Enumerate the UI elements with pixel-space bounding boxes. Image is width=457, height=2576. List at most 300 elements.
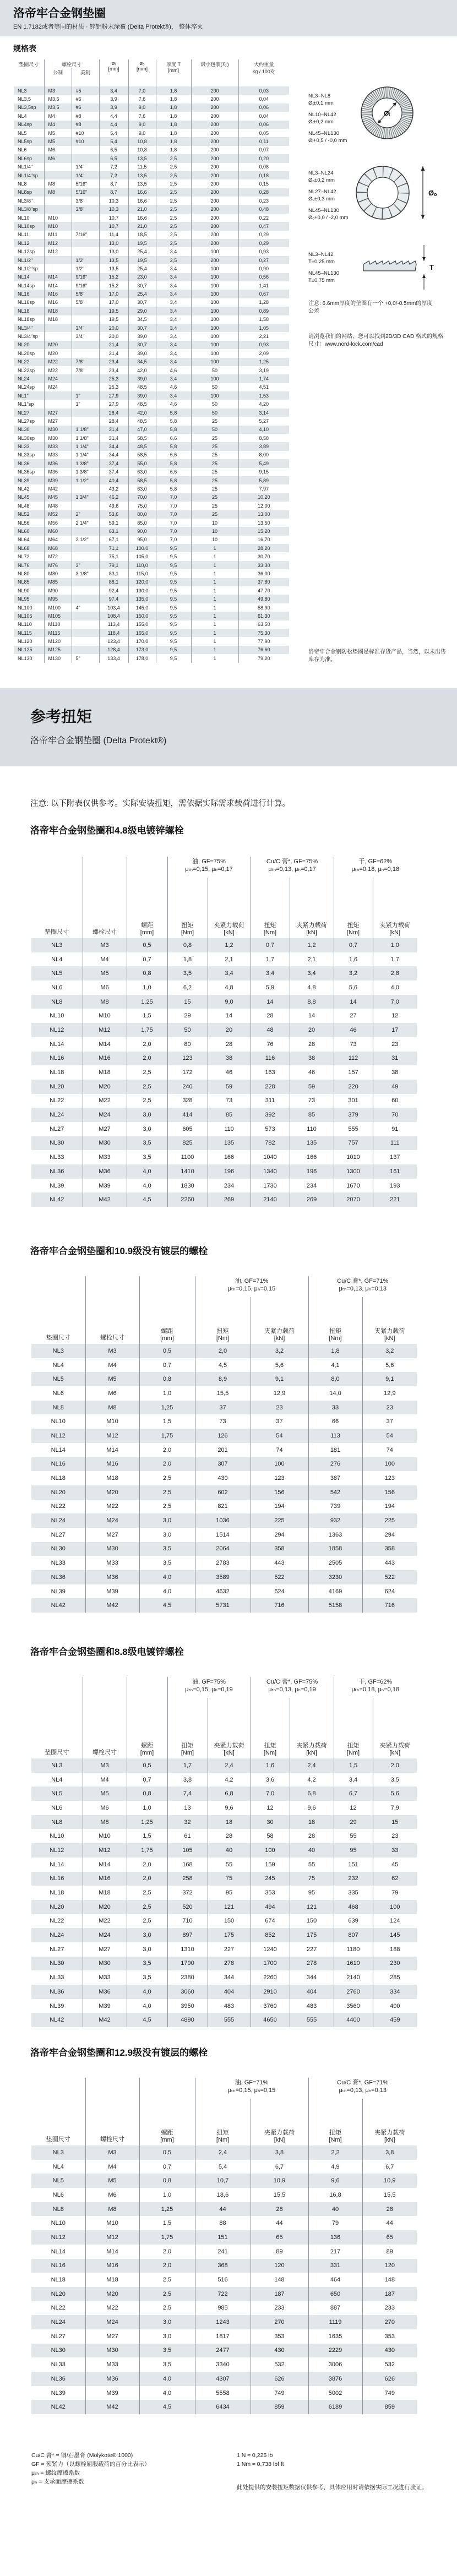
group-header-oil: 油, GF=75% μₜₕ=0,15, μₕ=0,17 — [167, 857, 251, 878]
value-cell: 3,4 — [156, 281, 191, 290]
value-cell: 71,1 — [99, 544, 128, 552]
value-cell: 48,5 — [128, 417, 156, 425]
table-row — [31, 2160, 417, 2174]
value-cell: 3,4 — [156, 290, 191, 298]
value-cell: 46,2 — [99, 493, 128, 502]
value-cell: 1,8 — [156, 112, 191, 120]
value-cell: 1 — [191, 595, 238, 603]
table-row — [14, 95, 289, 103]
value-cell: 8,0 — [308, 1372, 362, 1386]
table-row — [31, 1401, 417, 1415]
value-cell: M22 — [83, 1914, 127, 1929]
svg-text:Øₒ: Øₒ — [428, 189, 437, 197]
washer-size-cell: NL95 — [18, 596, 30, 602]
value-cell: 73 — [290, 1094, 334, 1108]
torque-table-88-title: 洛帝牢合金钢垫圈和8.8级电镀锌螺栓 — [30, 1647, 184, 1657]
value-cell: M24 — [83, 1108, 127, 1122]
washer-size-cell: NL39 — [18, 477, 30, 483]
table-row — [31, 1443, 417, 1457]
value-cell: 278 — [290, 1957, 334, 1971]
tolerance-range: NL45–NL130 — [308, 270, 339, 276]
value-cell: 3876 — [308, 2372, 362, 2386]
value-cell: 3,5 — [127, 1136, 167, 1151]
table-row — [14, 86, 289, 95]
value-cell: 5,6 — [251, 1358, 308, 1373]
value-cell: 1410 — [167, 1164, 208, 1179]
table-row — [31, 2400, 417, 2414]
value-cell — [72, 214, 99, 222]
value-cell: 225 — [362, 1513, 417, 1528]
value-cell: 859 — [362, 2400, 417, 2414]
value-cell: 7,6 — [128, 95, 156, 103]
col-header-bolt-size: 螺栓尺寸 — [83, 1698, 127, 1758]
table-row — [14, 459, 289, 467]
washer-size-cell: NL4 — [52, 2163, 64, 2170]
table-row — [14, 451, 289, 459]
value-cell: 353 — [251, 2329, 308, 2344]
value-cell: 200 — [191, 112, 238, 120]
value-cell: 3589 — [195, 1570, 251, 1584]
washer-size-cell: NL110 — [18, 622, 32, 628]
value-cell: 100 — [191, 264, 238, 273]
value-cell: 100 — [251, 1843, 290, 1858]
value-cell: 88 — [195, 2216, 251, 2230]
value-cell: 0,5 — [127, 938, 167, 952]
torque-section-banner — [0, 688, 457, 766]
value-cell: 3,89 — [238, 442, 289, 450]
value-cell: 1 1/2" — [72, 476, 99, 484]
value-cell: 47,0 — [128, 426, 156, 434]
value-cell: 1340 — [251, 1164, 290, 1179]
washer-size-cell: NL18 — [50, 1889, 64, 1897]
value-cell: 1,58 — [238, 315, 289, 324]
value-cell: 2,0 — [127, 1052, 167, 1066]
washer-size-cell: NL4 — [18, 113, 27, 119]
value-cell: 40 — [308, 2202, 362, 2216]
washer-size-cell: NL27 — [51, 1531, 66, 1538]
table-row — [14, 163, 289, 171]
value-cell: M39 — [85, 1584, 139, 1599]
washer-size-cell: NL105 — [18, 613, 32, 619]
washer-size-cell: NL4 — [51, 1776, 63, 1783]
value-cell: 4" — [72, 603, 99, 612]
value-cell: 9,5 — [156, 569, 191, 578]
value-cell: 0,7 — [139, 1358, 195, 1373]
value-cell — [44, 391, 72, 400]
value-cell: 25 — [191, 493, 238, 502]
value-cell: 3,4 — [156, 391, 191, 400]
value-cell: M5 — [83, 1787, 127, 1801]
value-cell: 100 — [191, 374, 238, 383]
col-header-torque: 扭矩 [Nm] — [167, 878, 208, 938]
value-cell: M42 — [83, 2013, 127, 2027]
value-cell: 443 — [251, 1556, 308, 1570]
value-cell: 5,89 — [238, 476, 289, 484]
value-cell: 0,08 — [238, 163, 289, 171]
value-cell: 34,5 — [128, 358, 156, 366]
table-row — [14, 561, 289, 569]
footnote-line: 1 N ≈ 0,225 lb — [237, 2452, 273, 2459]
col-header-torque: 扭矩 [Nm] — [334, 1698, 373, 1758]
value-cell: 358 — [362, 1542, 417, 1556]
value-cell: 807 — [334, 1928, 373, 1942]
washer-size-cell: NL36 — [18, 460, 30, 466]
value-cell: 136 — [308, 2230, 362, 2245]
value-cell: 230 — [373, 1957, 417, 1971]
washer-size-cell: NL3,5sp — [18, 105, 36, 111]
value-cell: 3,4 — [156, 247, 191, 255]
value-cell — [72, 646, 99, 654]
value-cell: 3,5 — [139, 1556, 195, 1570]
washer-size-cell: NL1" — [18, 393, 29, 399]
value-cell: 1 — [191, 544, 238, 552]
value-cell: 276 — [308, 1457, 362, 1472]
value-cell: 3,4 — [251, 966, 290, 981]
value-cell: 48,5 — [128, 383, 156, 391]
value-cell: 55 — [290, 1858, 334, 1872]
col-header-torque: 扭矩 [Nm] — [195, 1297, 251, 1344]
value-cell: M30 — [44, 434, 72, 442]
table-row — [14, 171, 289, 179]
table-row — [31, 1598, 417, 1613]
value-cell: 9,5 — [156, 561, 191, 569]
value-cell: M42 — [44, 484, 72, 493]
value-cell: 3,4 — [156, 374, 191, 383]
col-header-bolt-size: 螺栓尺寸 — [44, 59, 99, 68]
value-cell: 1 1/8" — [72, 434, 99, 442]
table-row — [14, 307, 289, 315]
group-header-dry: 干, GF=62% μₜₕ=0,18, μₕ=0,18 — [334, 1677, 417, 1698]
value-cell: M90 — [44, 586, 72, 595]
washer-size-cell: NL6sp — [18, 155, 32, 161]
value-cell: 1,0 — [139, 2188, 195, 2202]
value-cell: M27 — [85, 2329, 139, 2344]
washer-size-cell: NL36sp — [18, 469, 35, 475]
value-cell: 23 — [251, 1401, 308, 1415]
table-row — [31, 1815, 417, 1829]
value-cell: 5/8" — [72, 290, 99, 298]
value-cell: 0,23 — [238, 197, 289, 205]
value-cell: 1,75 — [139, 1429, 195, 1443]
table-row — [31, 1136, 417, 1151]
value-cell: 532 — [251, 2357, 308, 2372]
washer-size-cell: NL24 — [51, 2319, 66, 2326]
table-row — [31, 2188, 417, 2202]
value-cell: 17,0 — [99, 290, 128, 298]
washer-size-cell: NL1/2" — [18, 257, 33, 263]
value-cell: 13,5 — [128, 154, 156, 162]
value-cell: 0,5 — [139, 2145, 195, 2160]
value-cell: 3,9 — [99, 104, 128, 112]
value-cell: 2,21 — [238, 332, 289, 340]
value-cell: 9,1 — [362, 1372, 417, 1386]
value-cell: 335 — [334, 1886, 373, 1900]
value-cell: M10 — [83, 1829, 127, 1843]
value-cell: 18 — [208, 1815, 251, 1829]
table-row — [14, 400, 289, 408]
value-cell — [72, 595, 99, 603]
value-cell: 100 — [191, 298, 238, 307]
value-cell: 21,4 — [99, 341, 128, 349]
value-cell: 8,7 — [99, 179, 128, 188]
value-cell: 0,8 — [139, 2174, 195, 2188]
value-cell: M76 — [44, 561, 72, 569]
tolerance-range: NL3–NL42 — [308, 252, 334, 258]
value-cell: 7,0 — [156, 502, 191, 510]
value-cell: 4,5 — [127, 1192, 167, 1207]
value-cell: 9,0 — [128, 104, 156, 112]
value-cell: 200 — [191, 146, 238, 154]
value-cell: 241 — [195, 2245, 251, 2259]
value-cell: 196 — [208, 1164, 251, 1179]
value-cell: 2,5 — [156, 205, 191, 213]
value-cell — [72, 612, 99, 620]
value-cell: 42,0 — [128, 366, 156, 374]
washer-size-cell: NL120 — [18, 639, 32, 645]
washer-size-cell: NL20 — [50, 1903, 64, 1910]
value-cell: 187 — [251, 2287, 308, 2301]
torque-table-109 — [31, 1276, 417, 1613]
value-cell: 4169 — [308, 1584, 362, 1599]
value-cell: 126 — [195, 1429, 251, 1443]
value-cell: 542 — [308, 1485, 362, 1500]
value-cell: M12 — [85, 1429, 139, 1443]
group-header-cu-c-paste: Cu/C 膏*, GF=75% μₜₕ=0,13, μₕ=0,19 — [251, 1677, 334, 1698]
footnotes-left — [31, 2451, 219, 2486]
value-cell: M39 — [83, 1179, 127, 1193]
value-cell: M52 — [44, 510, 72, 519]
value-cell: 3,4 — [156, 273, 191, 281]
value-cell: 9,5 — [156, 629, 191, 637]
value-cell: 3,2 — [334, 966, 373, 981]
value-cell: 5,8 — [156, 476, 191, 484]
col-header-pitch: 螺距 [mm] — [127, 1698, 167, 1758]
value-cell: 135,0 — [128, 595, 156, 603]
value-cell: 39,0 — [128, 374, 156, 383]
value-cell: 414 — [167, 1108, 208, 1122]
value-cell: 200 — [191, 95, 238, 103]
value-cell: 44 — [362, 2216, 417, 2230]
value-cell: 6,7 — [334, 1787, 373, 1801]
spec-table-body — [14, 86, 289, 663]
table-row — [14, 112, 289, 120]
torque-section-title: 参考扭矩 — [30, 708, 93, 725]
value-cell: 49,6 — [99, 502, 128, 510]
table-row — [14, 273, 289, 281]
value-cell: 37 — [251, 1414, 308, 1429]
value-cell: 48,5 — [128, 400, 156, 408]
col-header-washer-size: 垫圈尺寸 — [19, 62, 39, 67]
col-header-pitch: 螺距 [mm] — [139, 1297, 195, 1344]
value-cell: 3950 — [167, 1999, 208, 2013]
value-cell: 14,0 — [308, 1386, 362, 1401]
table-row — [31, 1192, 417, 1207]
value-cell — [72, 154, 99, 162]
table-row — [14, 332, 289, 340]
value-cell: 7/16" — [72, 231, 99, 239]
value-cell: 37,4 — [99, 459, 128, 467]
value-cell: M30 — [85, 1542, 139, 1556]
value-cell: 193 — [373, 1179, 417, 1193]
value-cell: 48 — [251, 1023, 290, 1037]
table-row — [31, 1758, 417, 1773]
value-cell: M4 — [83, 1773, 127, 1787]
value-cell: 39,0 — [128, 332, 156, 340]
washer-size-cell: NL16 — [51, 2262, 66, 2269]
value-cell: 1 — [191, 654, 238, 662]
value-cell: 4,0 — [127, 1179, 167, 1193]
table-row — [14, 121, 289, 129]
value-cell: 4890 — [167, 2013, 208, 2027]
value-cell: 21,0 — [128, 205, 156, 213]
value-cell: M39 — [44, 476, 72, 484]
value-cell: 821 — [195, 1500, 251, 1514]
washer-size-cell: NL14 — [50, 1041, 64, 1048]
value-cell: M27 — [44, 409, 72, 417]
value-cell: 75 — [290, 1872, 334, 1886]
washer-size-cell: NL3/8" — [18, 198, 33, 204]
value-cell: 75,30 — [238, 629, 289, 637]
value-cell: 6189 — [308, 2400, 362, 2414]
washer-size-cell: NL8 — [51, 1818, 63, 1826]
value-cell: 2,5 — [156, 154, 191, 162]
value-cell: 2,5 — [127, 1080, 167, 1094]
table-row — [14, 468, 289, 476]
value-cell: 200 — [191, 154, 238, 162]
value-cell: M22 — [85, 1500, 139, 1514]
value-cell: 2 1/2" — [72, 536, 99, 544]
table-row — [14, 298, 289, 307]
value-cell — [72, 239, 99, 247]
value-cell: 240 — [167, 1080, 208, 1094]
value-cell: 1,25 — [127, 995, 167, 1009]
value-cell: 1,5 — [139, 1414, 195, 1429]
table-row — [31, 2386, 417, 2400]
washer-size-cell: NL6 — [52, 1390, 64, 1397]
value-cell: 270 — [362, 2315, 417, 2329]
value-cell: 148 — [251, 2273, 308, 2287]
value-cell: 4,0 — [127, 1164, 167, 1179]
value-cell: 852 — [251, 1928, 290, 1942]
value-cell: 0,29 — [238, 231, 289, 239]
col-header-clamp-load: 夹紧力载荷 [kN] — [290, 1698, 334, 1758]
value-cell: 5,49 — [238, 459, 289, 467]
value-cell: 20 — [208, 1023, 251, 1037]
value-cell: 3,19 — [238, 366, 289, 374]
value-cell: 23,4 — [99, 366, 128, 374]
value-cell: 1 — [191, 578, 238, 586]
table-row — [31, 1372, 417, 1386]
value-cell: M68 — [44, 544, 72, 552]
value-cell: 95,0 — [128, 536, 156, 544]
value-cell: 28 — [290, 1037, 334, 1052]
table-row — [14, 484, 289, 493]
value-cell: 650 — [308, 2287, 362, 2301]
outer-diameter-tolerances — [308, 165, 352, 221]
col-header-us: 美制 — [72, 68, 99, 86]
value-cell: M5 — [83, 966, 127, 981]
value-cell: 25,4 — [128, 290, 156, 298]
table-row — [14, 137, 289, 145]
value-cell: M22 — [83, 1094, 127, 1108]
value-cell — [72, 315, 99, 324]
value-cell: 54 — [362, 1429, 417, 1443]
value-cell: M30 — [83, 1136, 127, 1151]
value-cell: 269 — [208, 1192, 251, 1207]
value-cell: M16 — [85, 1457, 139, 1472]
washer-size-cell: NL27 — [51, 2333, 66, 2340]
table-row — [31, 1900, 417, 1914]
value-cell: 8,7 — [99, 188, 128, 197]
value-cell: 358 — [251, 1542, 308, 1556]
tolerance-range: NL45–NL130 — [308, 208, 339, 214]
value-cell: 2,1 — [208, 952, 251, 967]
value-cell: 89 — [251, 2245, 308, 2259]
value-cell: 624 — [362, 1584, 417, 1599]
value-cell: 123 — [362, 1471, 417, 1485]
value-cell: 25 — [191, 442, 238, 450]
value-cell: M64 — [44, 536, 72, 544]
value-cell: 100 — [191, 358, 238, 366]
value-cell: M4 — [85, 2160, 139, 2174]
value-cell: 0,7 — [251, 938, 290, 952]
value-cell: 1 1/4" — [72, 442, 99, 450]
col-header-torque: 扭矩 [Nm] — [251, 878, 290, 938]
value-cell: 113,4 — [99, 620, 128, 629]
value-cell: 3,4 — [156, 307, 191, 315]
value-cell: 0,28 — [238, 188, 289, 197]
value-cell: M22 — [44, 358, 72, 366]
washer-size-cell: NL68 — [18, 545, 30, 551]
value-cell: 4,10 — [238, 426, 289, 434]
value-cell: 10,8 — [128, 137, 156, 145]
svg-text:Øᵢ: Øᵢ — [384, 110, 390, 117]
value-cell: 13,5 — [128, 179, 156, 188]
value-cell: M8 — [85, 1401, 139, 1415]
col-header-bolt-size: 螺栓尺寸 — [83, 878, 127, 938]
value-cell: 2,5 — [156, 197, 191, 205]
value-cell: 3/4" — [72, 332, 99, 340]
value-cell: 1010 — [334, 1150, 373, 1164]
value-cell: 234 — [290, 1179, 334, 1193]
value-cell: 27,9 — [99, 400, 128, 408]
washer-size-cell: NL30 — [51, 1545, 66, 1553]
value-cell: 294 — [362, 1528, 417, 1542]
value-cell: 1 — [191, 603, 238, 612]
value-cell: 2,0 — [139, 2259, 195, 2273]
value-cell: 25 — [191, 476, 238, 484]
value-cell: 4,0 — [139, 2372, 195, 2386]
table-row — [14, 417, 289, 425]
value-cell: M33 — [83, 1150, 127, 1164]
washer-size-cell: NL125 — [18, 647, 32, 653]
washer-size-cell: NL12 — [50, 1847, 64, 1854]
value-cell: 166 — [208, 1150, 251, 1164]
value-cell: 3/8" — [72, 197, 99, 205]
value-cell: 13,5 — [128, 171, 156, 179]
table-row — [31, 2273, 417, 2287]
value-cell: 739 — [308, 1500, 362, 1514]
value-cell — [72, 527, 99, 535]
value-cell: 782 — [251, 1136, 290, 1151]
value-cell: 2,0 — [127, 1858, 167, 1872]
value-cell: 60 — [373, 1094, 417, 1108]
value-cell: 897 — [167, 1928, 208, 1942]
value-cell: 61,30 — [238, 612, 289, 620]
value-cell: 5,4 — [99, 137, 128, 145]
washer-size-cell: NL33 — [51, 1560, 66, 1567]
value-cell: 404 — [208, 1985, 251, 1999]
